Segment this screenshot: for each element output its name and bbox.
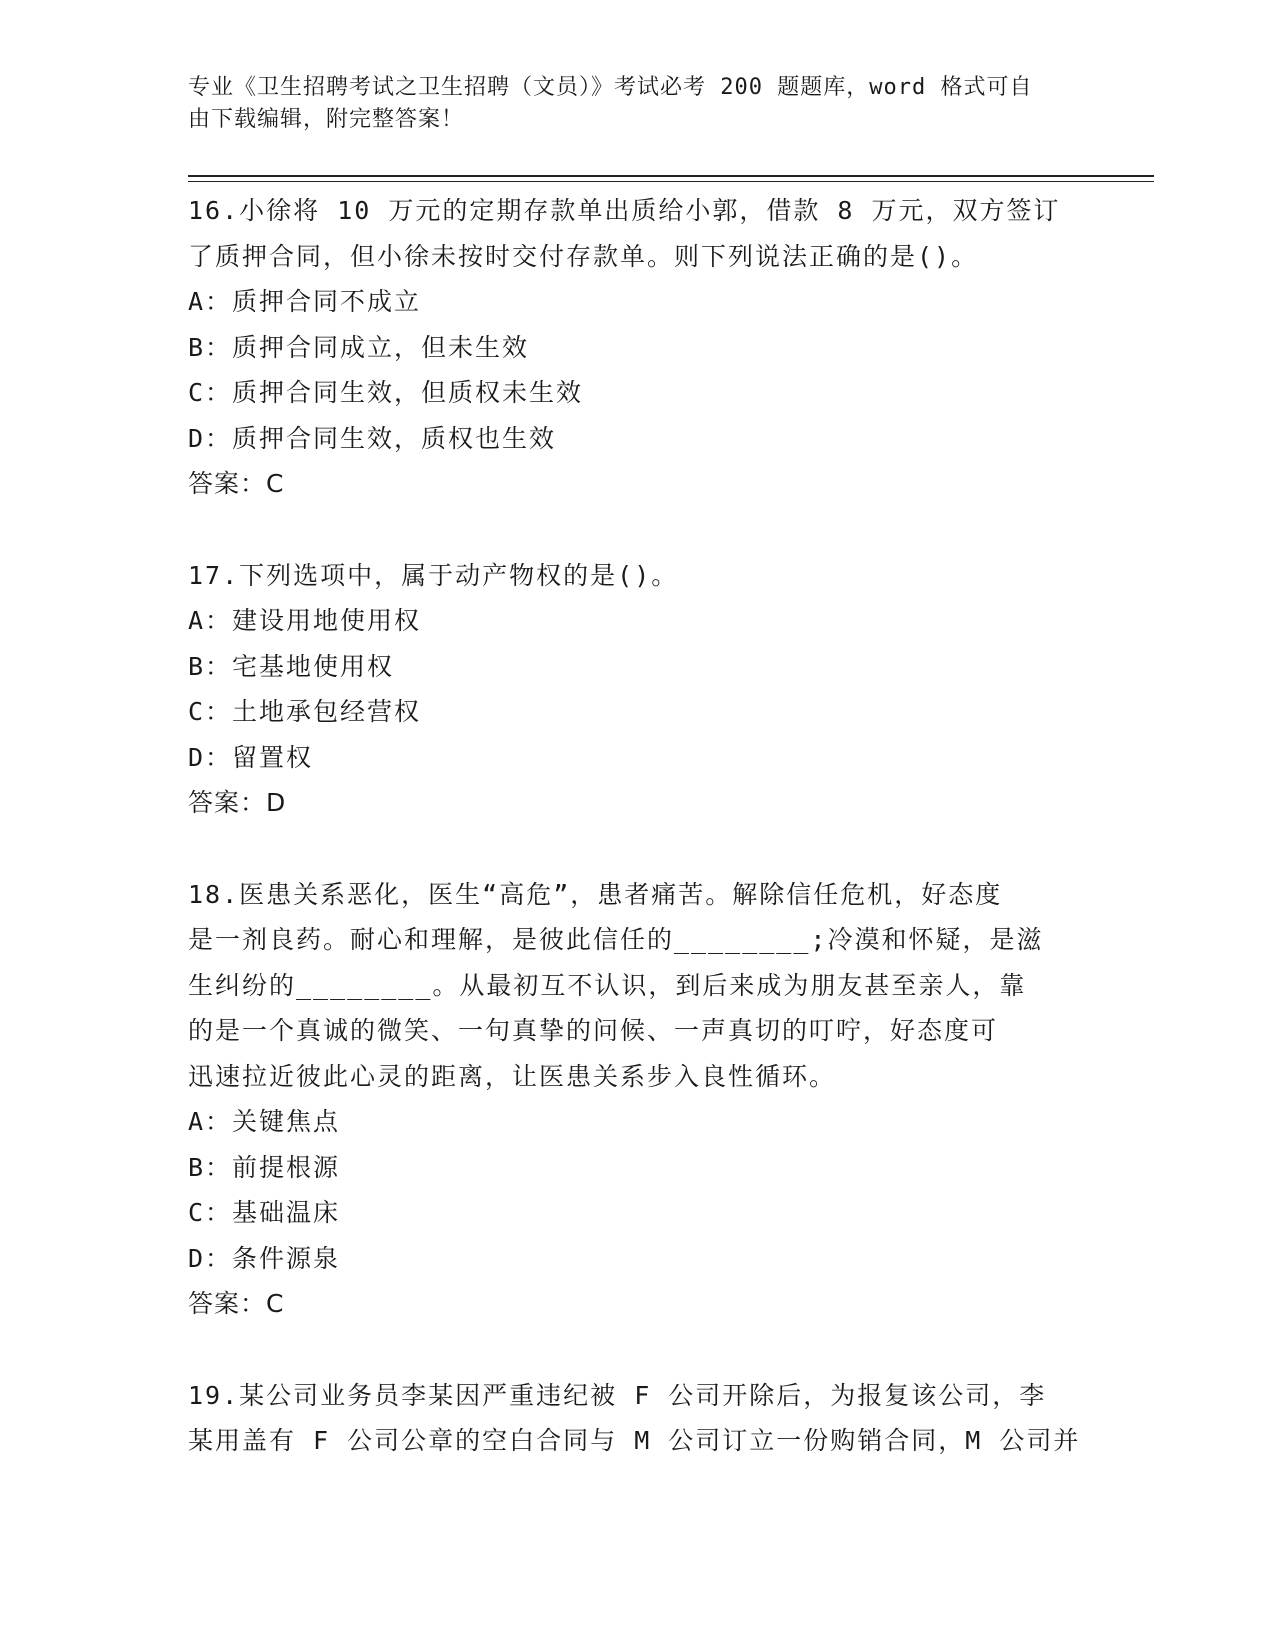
option-a: A：建设用地使用权 bbox=[188, 606, 422, 635]
question-stem-line: 16.小徐将 10 万元的定期存款单出质给小郭，借款 8 万元，双方签订 bbox=[188, 196, 1061, 225]
question-spacer bbox=[188, 1327, 1088, 1373]
answer-line: 答案：C bbox=[188, 469, 285, 498]
question-spacer bbox=[188, 507, 1088, 553]
question-spacer bbox=[188, 826, 1088, 872]
option-a: A：质押合同不成立 bbox=[188, 287, 422, 316]
question-stem-line: 了质押合同，但小徐未按时交付存款单。则下列说法正确的是()。 bbox=[188, 241, 979, 271]
header-divider-thin bbox=[188, 181, 1154, 182]
option-c: C：土地承包经营权 bbox=[188, 697, 422, 726]
question-18 bbox=[188, 872, 1088, 1327]
header-line-1: 专业《卫生招聘考试之卫生招聘（文员）》考试必考 200 题题库，word 格式可自 bbox=[188, 75, 1033, 100]
option-c: C：质押合同生效，但质权未生效 bbox=[188, 378, 584, 407]
header-line-2: 由下载编辑，附完整答案！ bbox=[188, 107, 465, 132]
question-stem-line: 生纠纷的________。从最初互不认识，到后来成为朋友甚至亲人，靠 bbox=[188, 970, 1027, 1000]
document-header bbox=[188, 72, 1068, 136]
question-stem-line: 迅速拉近彼此心灵的距离，让医患关系步入良性循环。 bbox=[188, 1061, 837, 1091]
option-a: A：关键焦点 bbox=[188, 1107, 341, 1136]
answer-line: 答案：C bbox=[188, 1289, 285, 1318]
question-stem-line: 是一剂良药。耐心和理解，是彼此信任的________;冷漠和怀疑，是滋 bbox=[188, 925, 1044, 954]
question-stem-line: 的是一个真诚的微笑、一句真挚的问候、一声真切的叮咛，好态度可 bbox=[188, 1016, 999, 1045]
option-d: D：条件源泉 bbox=[188, 1243, 341, 1273]
question-stem-line: 18.医患关系恶化，医生“高危”，患者痛苦。解除信任危机，好态度 bbox=[188, 879, 1003, 909]
question-stem-line: 17.下列选项中，属于动产物权的是()。 bbox=[188, 560, 679, 590]
option-b: B：宅基地使用权 bbox=[188, 651, 395, 681]
header-divider-thick bbox=[188, 175, 1154, 177]
option-c: C：基础温床 bbox=[188, 1198, 341, 1227]
question-19 bbox=[188, 1373, 1088, 1464]
question-17 bbox=[188, 553, 1088, 826]
question-stem-line: 19.某公司业务员李某因严重违纪被 F 公司开除后，为报复该公司，李 bbox=[188, 1380, 1047, 1410]
option-b: B：前提根源 bbox=[188, 1152, 341, 1182]
option-b: B：质押合同成立，但未生效 bbox=[188, 332, 530, 362]
option-d: D：质押合同生效，质权也生效 bbox=[188, 423, 557, 453]
question-16 bbox=[188, 188, 1088, 507]
answer-line: 答案：D bbox=[188, 788, 287, 817]
question-stem-line: 某用盖有 F 公司公章的空白合同与 M 公司订立一份购销合同，M 公司并 bbox=[188, 1426, 1081, 1455]
option-d: D：留置权 bbox=[188, 742, 314, 772]
question-list bbox=[188, 188, 1088, 1464]
